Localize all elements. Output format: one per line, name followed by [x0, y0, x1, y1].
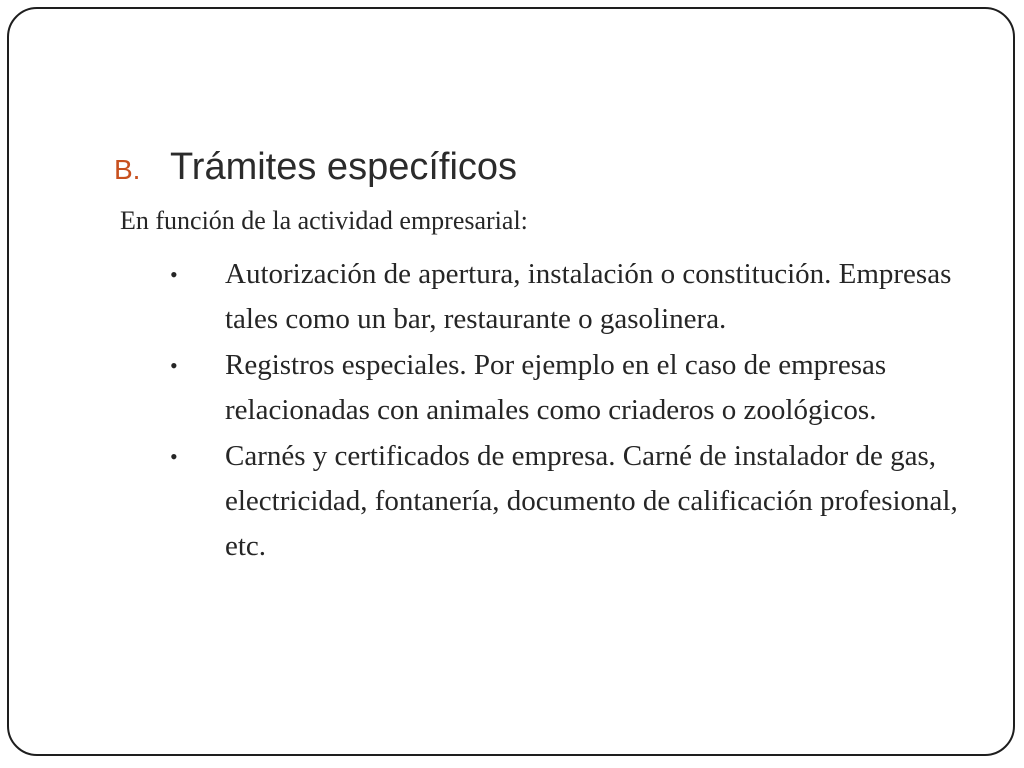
bullet-text: Autorización de apertura, instalación o constitución. Empresas tales como un bar, restaurante o gasolinera. [225, 258, 952, 335]
bullet-icon: • [170, 353, 178, 378]
heading-marker: B. [114, 154, 141, 185]
intro-text: En función de la actividad empresarial: [120, 206, 528, 235]
bullet-icon: • [170, 444, 178, 469]
bullet-list [168, 252, 968, 569]
bullet-text: Carnés y certificados de empresa. Carné de instalador de gas, electricidad, fontanería, documento de calificación profesional, etc. [225, 440, 958, 562]
bullet-icon: • [170, 262, 178, 287]
heading-title: Trámites específicos [170, 146, 518, 188]
bullet-item [168, 343, 968, 433]
slide-heading [114, 146, 517, 194]
bullet-item [168, 434, 968, 569]
bullet-item [168, 252, 968, 342]
bullet-text: Registros especiales. Por ejemplo en el caso de empresas relacionadas con animales como criaderos o zoológicos. [225, 349, 887, 426]
